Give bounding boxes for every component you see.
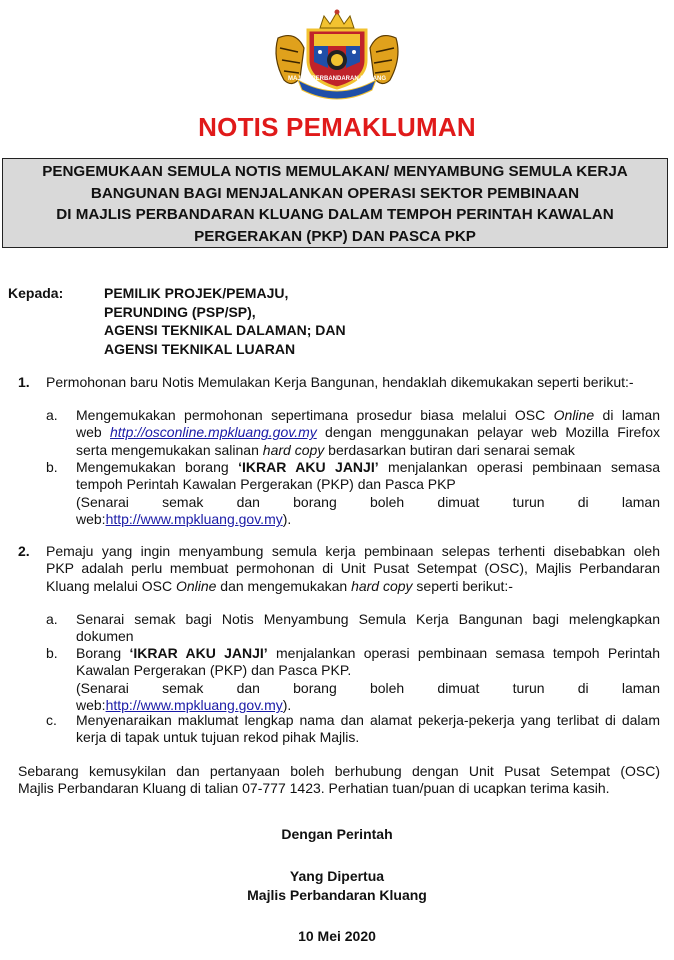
signoff-council: Majlis Perbandaran Kluang	[247, 887, 427, 903]
section-2a-label: a.	[46, 611, 58, 627]
signoff-order: Dengan Perintah	[281, 826, 393, 842]
signoff-position: Yang Dipertua	[289, 868, 385, 884]
mpkluang-link[interactable]: http://www.mpkluang.gov.my	[105, 511, 283, 528]
subject-box	[2, 158, 668, 248]
section-1-number: 1.	[18, 374, 30, 390]
section-1a-text: Mengemukakan permohonan sepertimana prosedur biasa melalui OSC Online di laman web http://osconline.mpkluang.gov.my dengan menggunakan pelayar web Mozilla Firefox serta mengemukakan salinan hard copy berdasarkan butiran dari senarai semak	[76, 407, 660, 458]
subject-line: BANGUNAN BAGI MENJALANKAN OPERASI SEKTOR PEMBINAAN	[90, 184, 580, 202]
section-2b-label: b.	[46, 645, 58, 661]
section-2a-text: Senarai semak bagi Notis Menyambung Semula Kerja Bangunan bagi melengkapkan dokumen	[76, 611, 660, 645]
mpkluang-link[interactable]: http://www.mpkluang.gov.my	[105, 697, 283, 714]
section-2-number: 2.	[18, 543, 30, 559]
subject-line: PERGERAKAN (PKP) DAN PASCA PKP	[194, 227, 476, 245]
section-2c-text: Menyenaraikan maklumat lengkap nama dan alamat pekerja-pekerja yang terlibat di dalam kerja di tapak untuk tujuan rekod pihak Majlis.	[76, 712, 660, 746]
section-1b-label: b.	[46, 459, 58, 475]
section-2b-text: Borang ‘IKRAR AKU JANJI’ menjalankan operasi pembinaan semasa tempoh Perintah Kawalan Pergerakan (PKP) dan Pasca PKP. (Senarai semak dan borang boleh dimuat turun di laman web:http://www.mpkluang.gov.my).	[76, 645, 661, 714]
section-2-text: Pemaju yang ingin menyambung semula kerja pembinaan selepas terhenti disebabkan oleh PKP adalah perlu membuat permohonan di Unit Pusat Setempat (OSC), Majlis Perbandaran Kluang melalui OSC Online dan mengemukakan hard copy seperti berikut:-	[46, 543, 660, 594]
subject-line: DI MAJLIS PERBANDARAN KLUANG DALAM TEMPOH PERINTAH KAWALAN	[56, 206, 614, 223]
subject-line: PENGEMUKAAN SEMULA NOTIS MEMULAKAN/ MENYAMBUNG SEMULA KERJA	[42, 163, 628, 180]
recipient-item: PEMILIK PROJEK/PEMAJU,	[104, 285, 289, 301]
page-title: NOTIS PEMAKLUMAN	[198, 112, 476, 142]
recipient-item: PERUNDING (PSP/SP),	[104, 303, 256, 320]
section-1a-label: a.	[46, 407, 58, 423]
section-2c-label: c.	[46, 712, 57, 728]
section-1-text: Permohonan baru Notis Memulakan Kerja Bangunan, hendaklah dikemukakan seperti berikut:-	[46, 374, 634, 390]
osconline-link[interactable]: http://osconline.mpkluang.gov.my	[110, 424, 317, 441]
mpk-crest-logo	[270, 8, 404, 100]
to-label: Kepada:	[8, 285, 64, 301]
section-1b-text: Mengemukakan borang ‘IKRAR AKU JANJI’ menjalankan operasi pembinaan semasa tempoh Perintah Kawalan Pergerakan (PKP) dan Pasca PKP (Senarai semak dan borang boleh dimuat turun di laman web:http://www.mpkluang.gov.my).	[76, 459, 660, 528]
recipient-item: AGENSI TEKNIKAL DALAMAN; DAN	[104, 322, 346, 339]
closing-paragraph: Sebarang kemusykilan dan pertanyaan boleh berhubung dengan Unit Pusat Setempat (OSC) Majlis Perbandaran Kluang di talian 07-777 1423. Perhatian tuan/puan di ucapkan terima kasih.	[18, 763, 660, 797]
recipient-list	[104, 284, 346, 358]
crest-ribbon-text: MAJLIS PERBANDARAN KLUANG	[287, 76, 386, 82]
recipient-item: AGENSI TEKNIKAL LUARAN	[104, 340, 296, 357]
signoff-date: 10 Mei 2020	[298, 928, 376, 944]
